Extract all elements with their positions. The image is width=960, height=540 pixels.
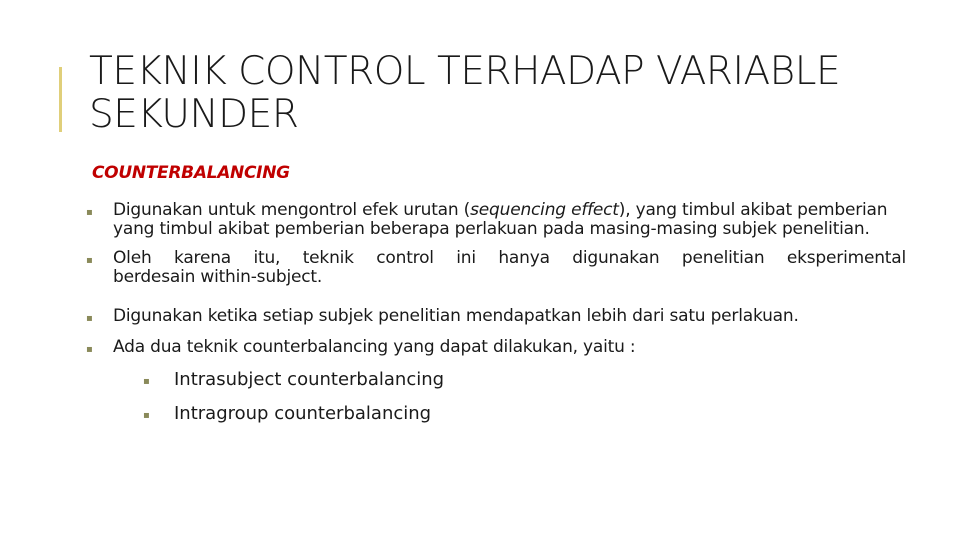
section-subtitle: COUNTERBALANCING (92, 163, 290, 183)
title-accent-bar (59, 67, 62, 132)
bullet-text: Digunakan ketika setiap subjek penelitian mendapatkan lebih dari satu perlakuan. (113, 306, 799, 326)
slide-title-line-1: TEKNIK CONTROL TERHADAP VARIABLE (89, 49, 841, 94)
slide-title (89, 50, 840, 136)
bullet-item-2 (86, 249, 906, 287)
bullet-text-emphasis: sequencing effect (470, 200, 619, 220)
bullet-item-4 (86, 338, 906, 424)
bullet-text-line-2: berdesain within-subject. (113, 267, 323, 287)
slide-title-line-2: SEKUNDER (89, 92, 299, 137)
bullet-list (86, 201, 906, 438)
sub-bullet-text: Intrasubject counterbalancing (174, 369, 445, 390)
bullet-square-icon: ▪ (86, 313, 93, 324)
bullet-square-icon: ▪ (86, 255, 93, 266)
bullet-square-icon: ▪ (86, 344, 93, 355)
bullet-text-pre: Digunakan untuk mengontrol efek urutan ( (113, 200, 471, 220)
bullet-square-icon: ▪ (143, 410, 150, 421)
bullet-text-line-1: Oleh karena itu, teknik control ini hanya digunakan penelitian eksperimental (113, 248, 906, 268)
bullet-item-3 (86, 307, 906, 326)
bullet-square-icon: ▪ (86, 207, 93, 218)
sub-bullet-list (113, 370, 906, 424)
sub-bullet-item-2 (143, 404, 906, 424)
bullet-text (113, 201, 906, 239)
bullet-square-icon: ▪ (143, 376, 150, 387)
sub-bullet-text: Intragroup counterbalancing (174, 403, 432, 424)
sub-bullet-item-1 (143, 370, 906, 390)
bullet-text-post: ), yang timbul akibat pemberian yang timbul akibat pemberian beberapa perlakuan pada masing-masing subjek penelitian. (113, 200, 888, 239)
bullet-item-1 (86, 201, 906, 239)
bullet-text: Ada dua teknik counterbalancing yang dapat dilakukan, yaitu : (113, 337, 636, 357)
bullet-text (113, 249, 906, 287)
